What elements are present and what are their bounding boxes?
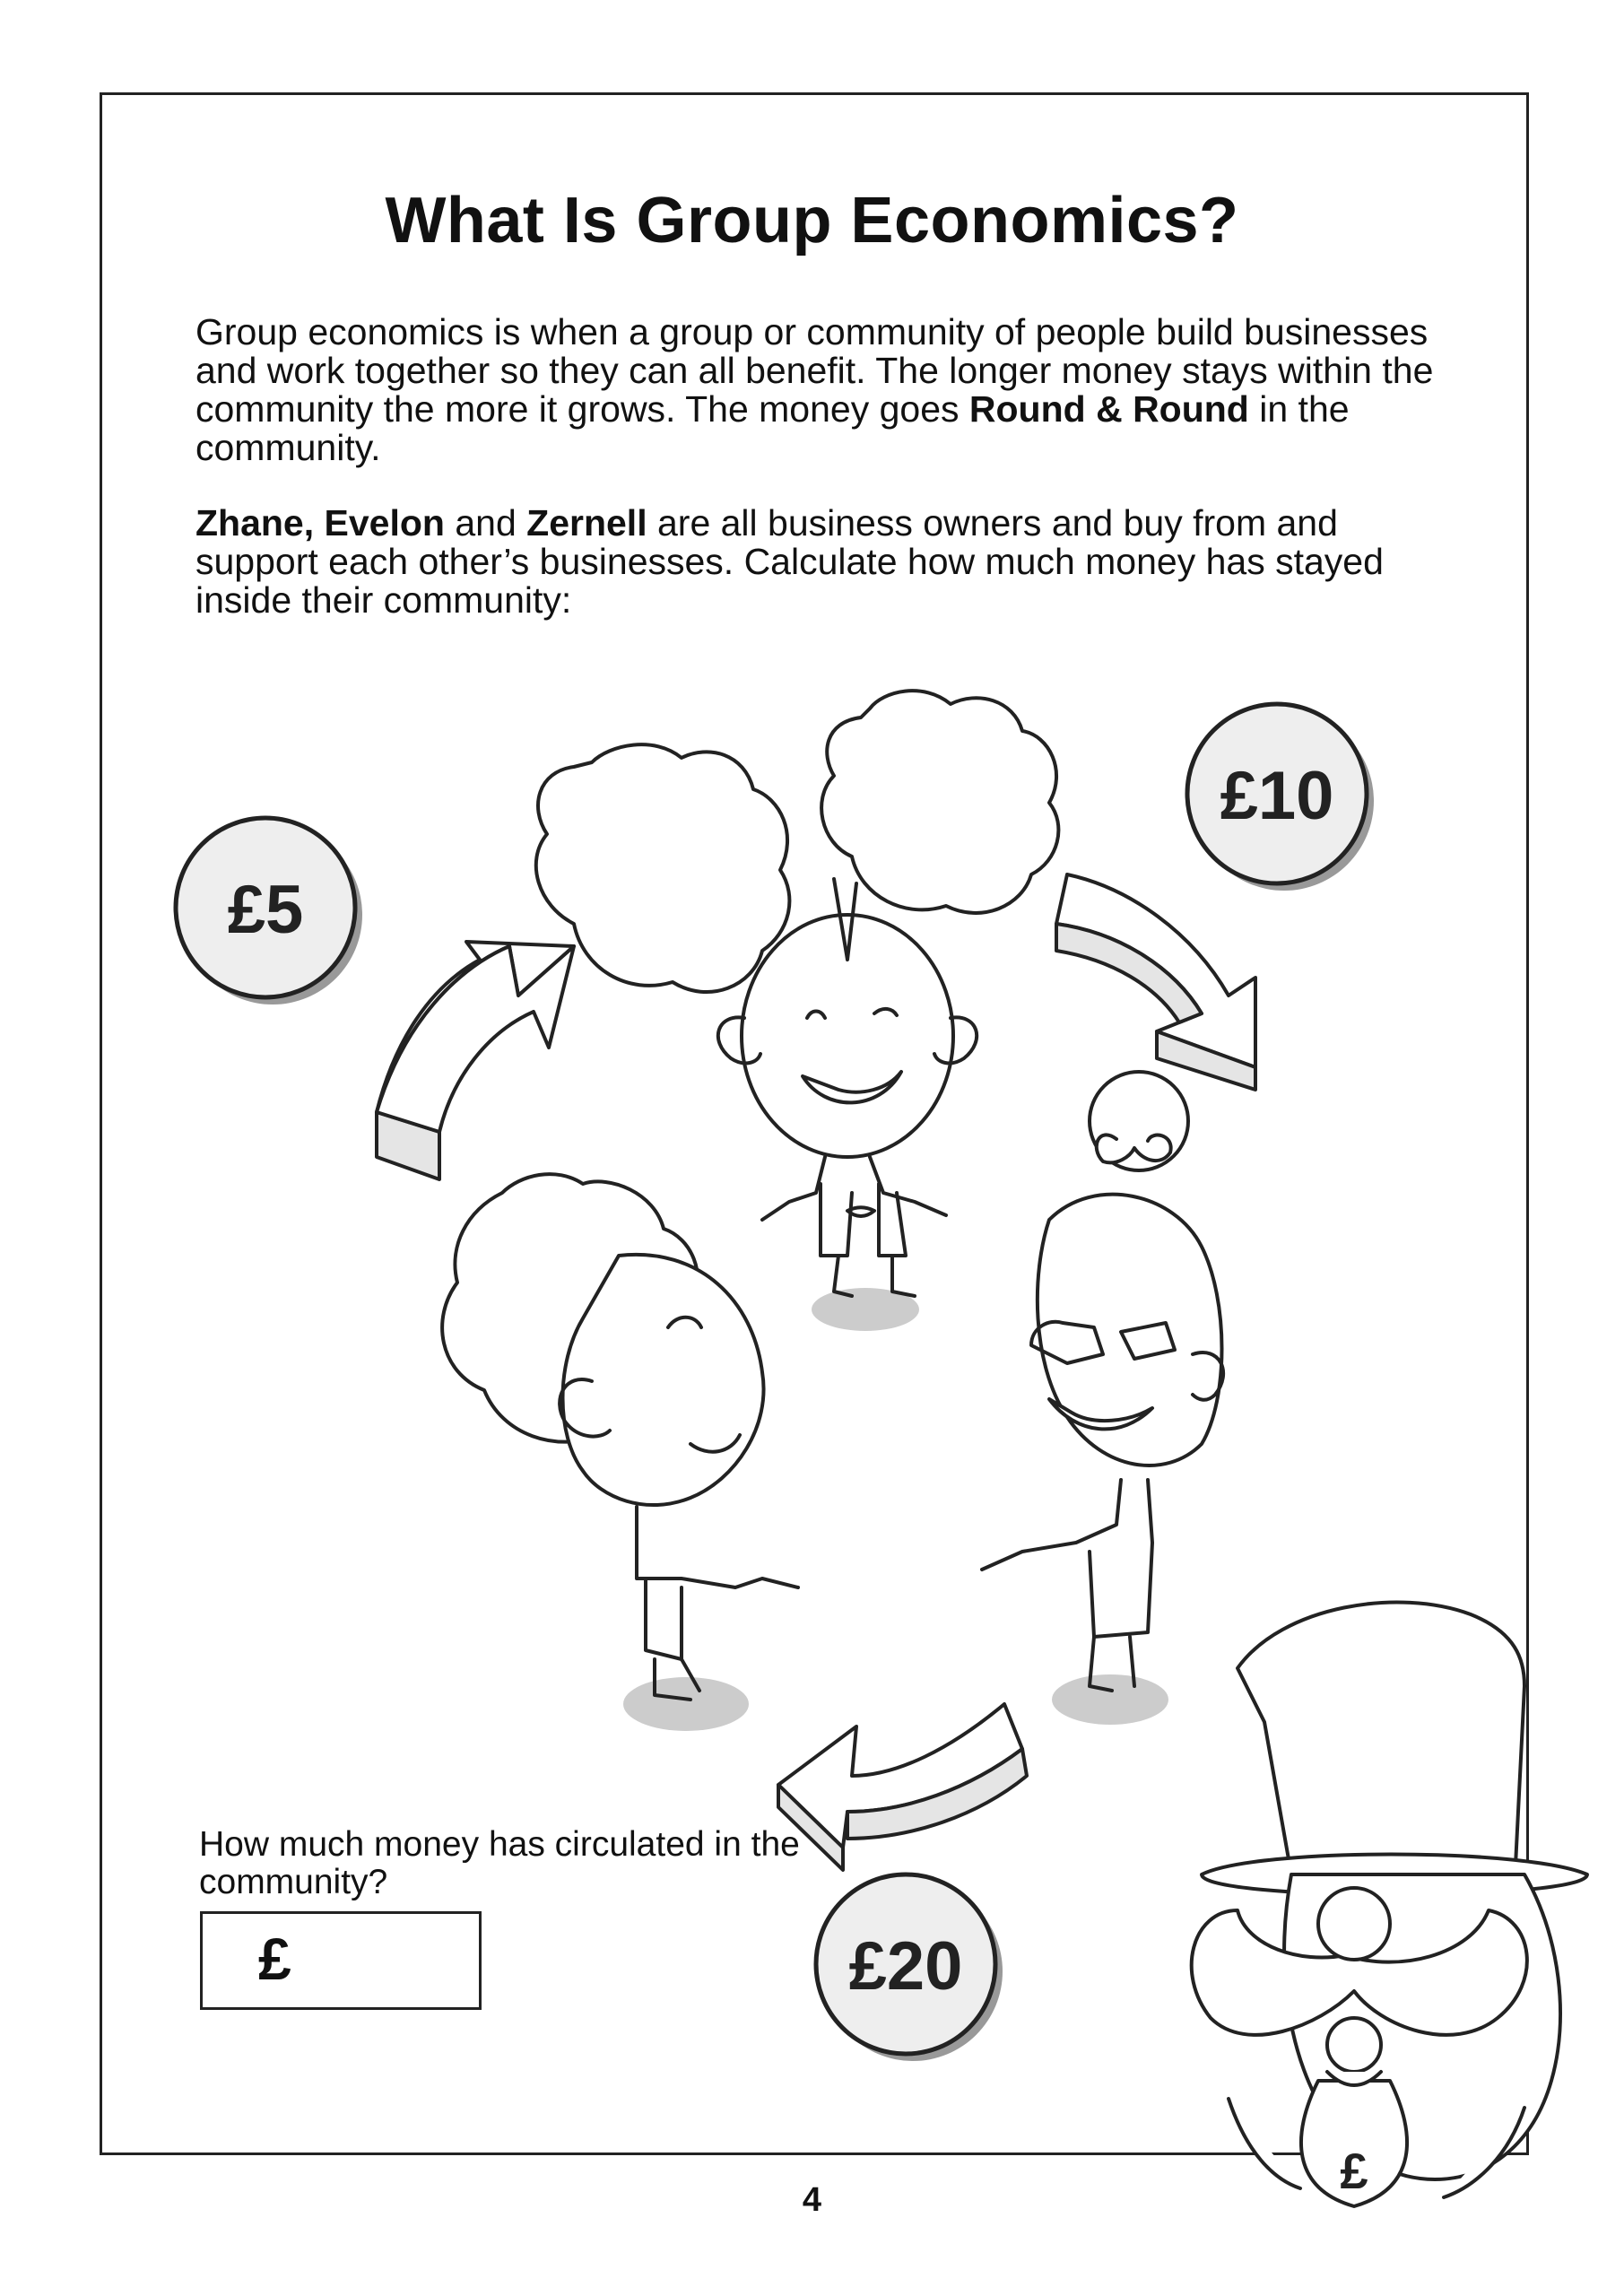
character-right	[982, 1072, 1223, 1725]
intro-text-b: in the community.	[195, 388, 1350, 468]
coin-5	[176, 818, 362, 1004]
character-left	[442, 1174, 798, 1731]
intro-text-a: Group economics is when a group or community of people build businesses and work together so they can all benefit. The longer money stays within the community the more it grows. The money goes	[195, 311, 1434, 430]
money-bag-symbol: £	[1340, 2143, 1368, 2199]
task-text-and: and	[444, 502, 527, 544]
intro-bold-round: Round & Round	[968, 388, 1249, 430]
coin-10	[1187, 704, 1374, 891]
question-text: How much money has circulated in the community?	[199, 1825, 800, 1901]
answer-currency-symbol: £	[258, 1926, 291, 1992]
task-bold-zernell: Zernell	[526, 502, 647, 544]
answer-box[interactable]	[200, 1911, 482, 2010]
page-number: 4	[802, 2181, 822, 2219]
coin-5-label: £5	[227, 872, 304, 948]
arrow-left-up	[377, 942, 574, 1179]
coin-10-label: £10	[1220, 758, 1334, 834]
task-text-rest: are all business owners and buy from and support each other’s businesses. Calculate how much money has stayed inside their community:	[195, 502, 1384, 621]
arrow-right-down	[1056, 874, 1255, 1090]
coin-20-label: £20	[848, 1928, 963, 2005]
money-bag-mascot	[1192, 1603, 1587, 2207]
task-bold-names: Zhane, Evelon	[195, 502, 445, 544]
coin-20	[816, 1874, 1003, 2061]
page-title: What Is Group Economics?	[385, 185, 1239, 257]
